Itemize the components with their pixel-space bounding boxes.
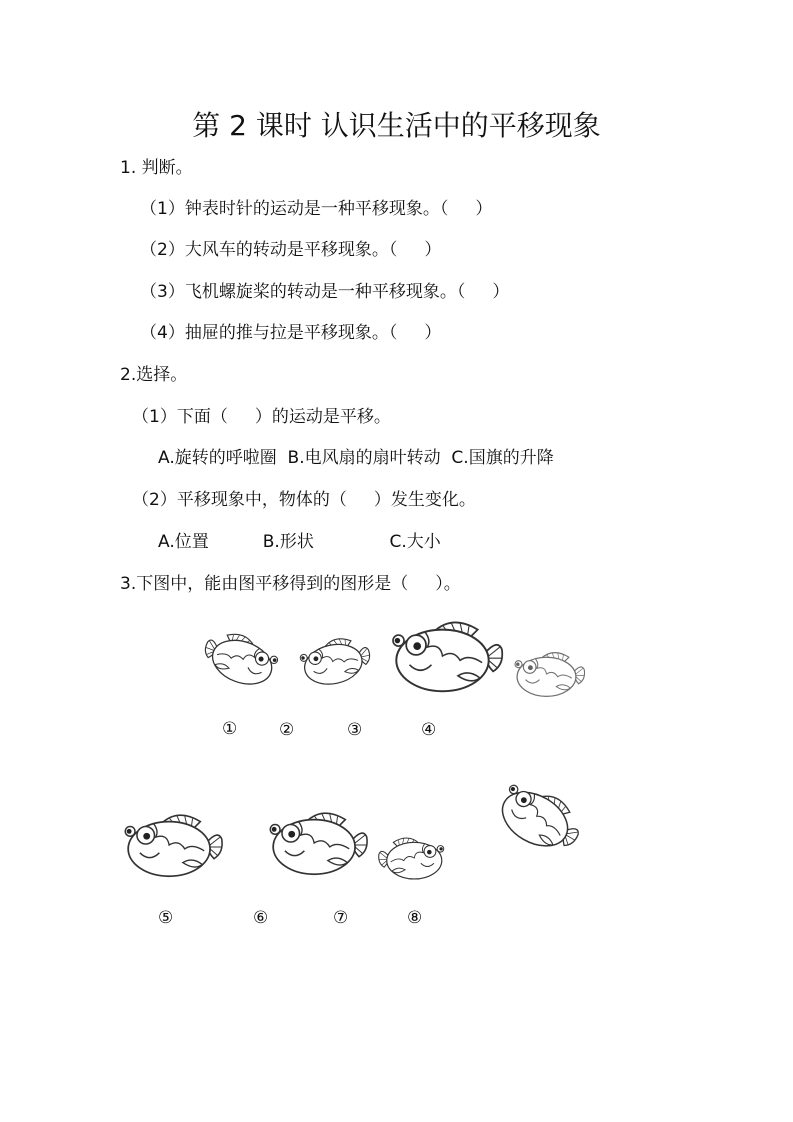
q2-options-2: A.位置 B.形状 C.大小	[158, 532, 441, 552]
q1-heading: 1. 判断。	[120, 158, 193, 178]
q2-heading: 2.选择。	[120, 365, 188, 385]
label-4: ④	[421, 720, 437, 740]
label-2: ②	[279, 720, 295, 740]
q1-item-3: （3）飞机螺旋桨的转动是一种平移现象。（ ）	[140, 282, 510, 302]
label-3: ③	[347, 720, 363, 740]
q1-item-2: （2）大风车的转动是平移现象。（ ）	[140, 240, 442, 260]
q3-heading: 3.下图中，能由图平移得到的图形是（ ）。	[120, 574, 461, 594]
q1-item-4: （4）抽屉的推与拉是平移现象。（ ）	[140, 323, 442, 343]
q1-item-1: （1）钟表时针的运动是一种平移现象。（ ）	[140, 199, 493, 219]
label-8: ⑧	[407, 908, 423, 928]
fish-figure-5	[118, 806, 230, 884]
label-6: ⑥	[253, 908, 269, 928]
q2-question-1: （1）下面（ ）的运动是平移。	[132, 407, 391, 427]
page-title: 第 2 课时 认识生活中的平移现象	[192, 109, 601, 142]
fish-figure-3	[511, 646, 589, 702]
label-5: ⑤	[158, 908, 174, 928]
fish-figure-2	[298, 630, 374, 692]
label-1: ①	[222, 719, 238, 739]
label-7: ⑦	[333, 908, 349, 928]
q2-options-1: A.旋转的呼啦圈 B.电风扇的扇叶转动 C.国旗的升降	[158, 448, 554, 468]
fish-figure-8	[490, 770, 590, 866]
fish-figure-6	[263, 804, 375, 882]
fish-figure-1	[200, 626, 280, 690]
fish-figure-reference	[386, 612, 510, 700]
q2-question-2: （2）平移现象中，物体的（ ）发生变化。	[132, 490, 476, 510]
fish-figure-7	[375, 830, 447, 886]
